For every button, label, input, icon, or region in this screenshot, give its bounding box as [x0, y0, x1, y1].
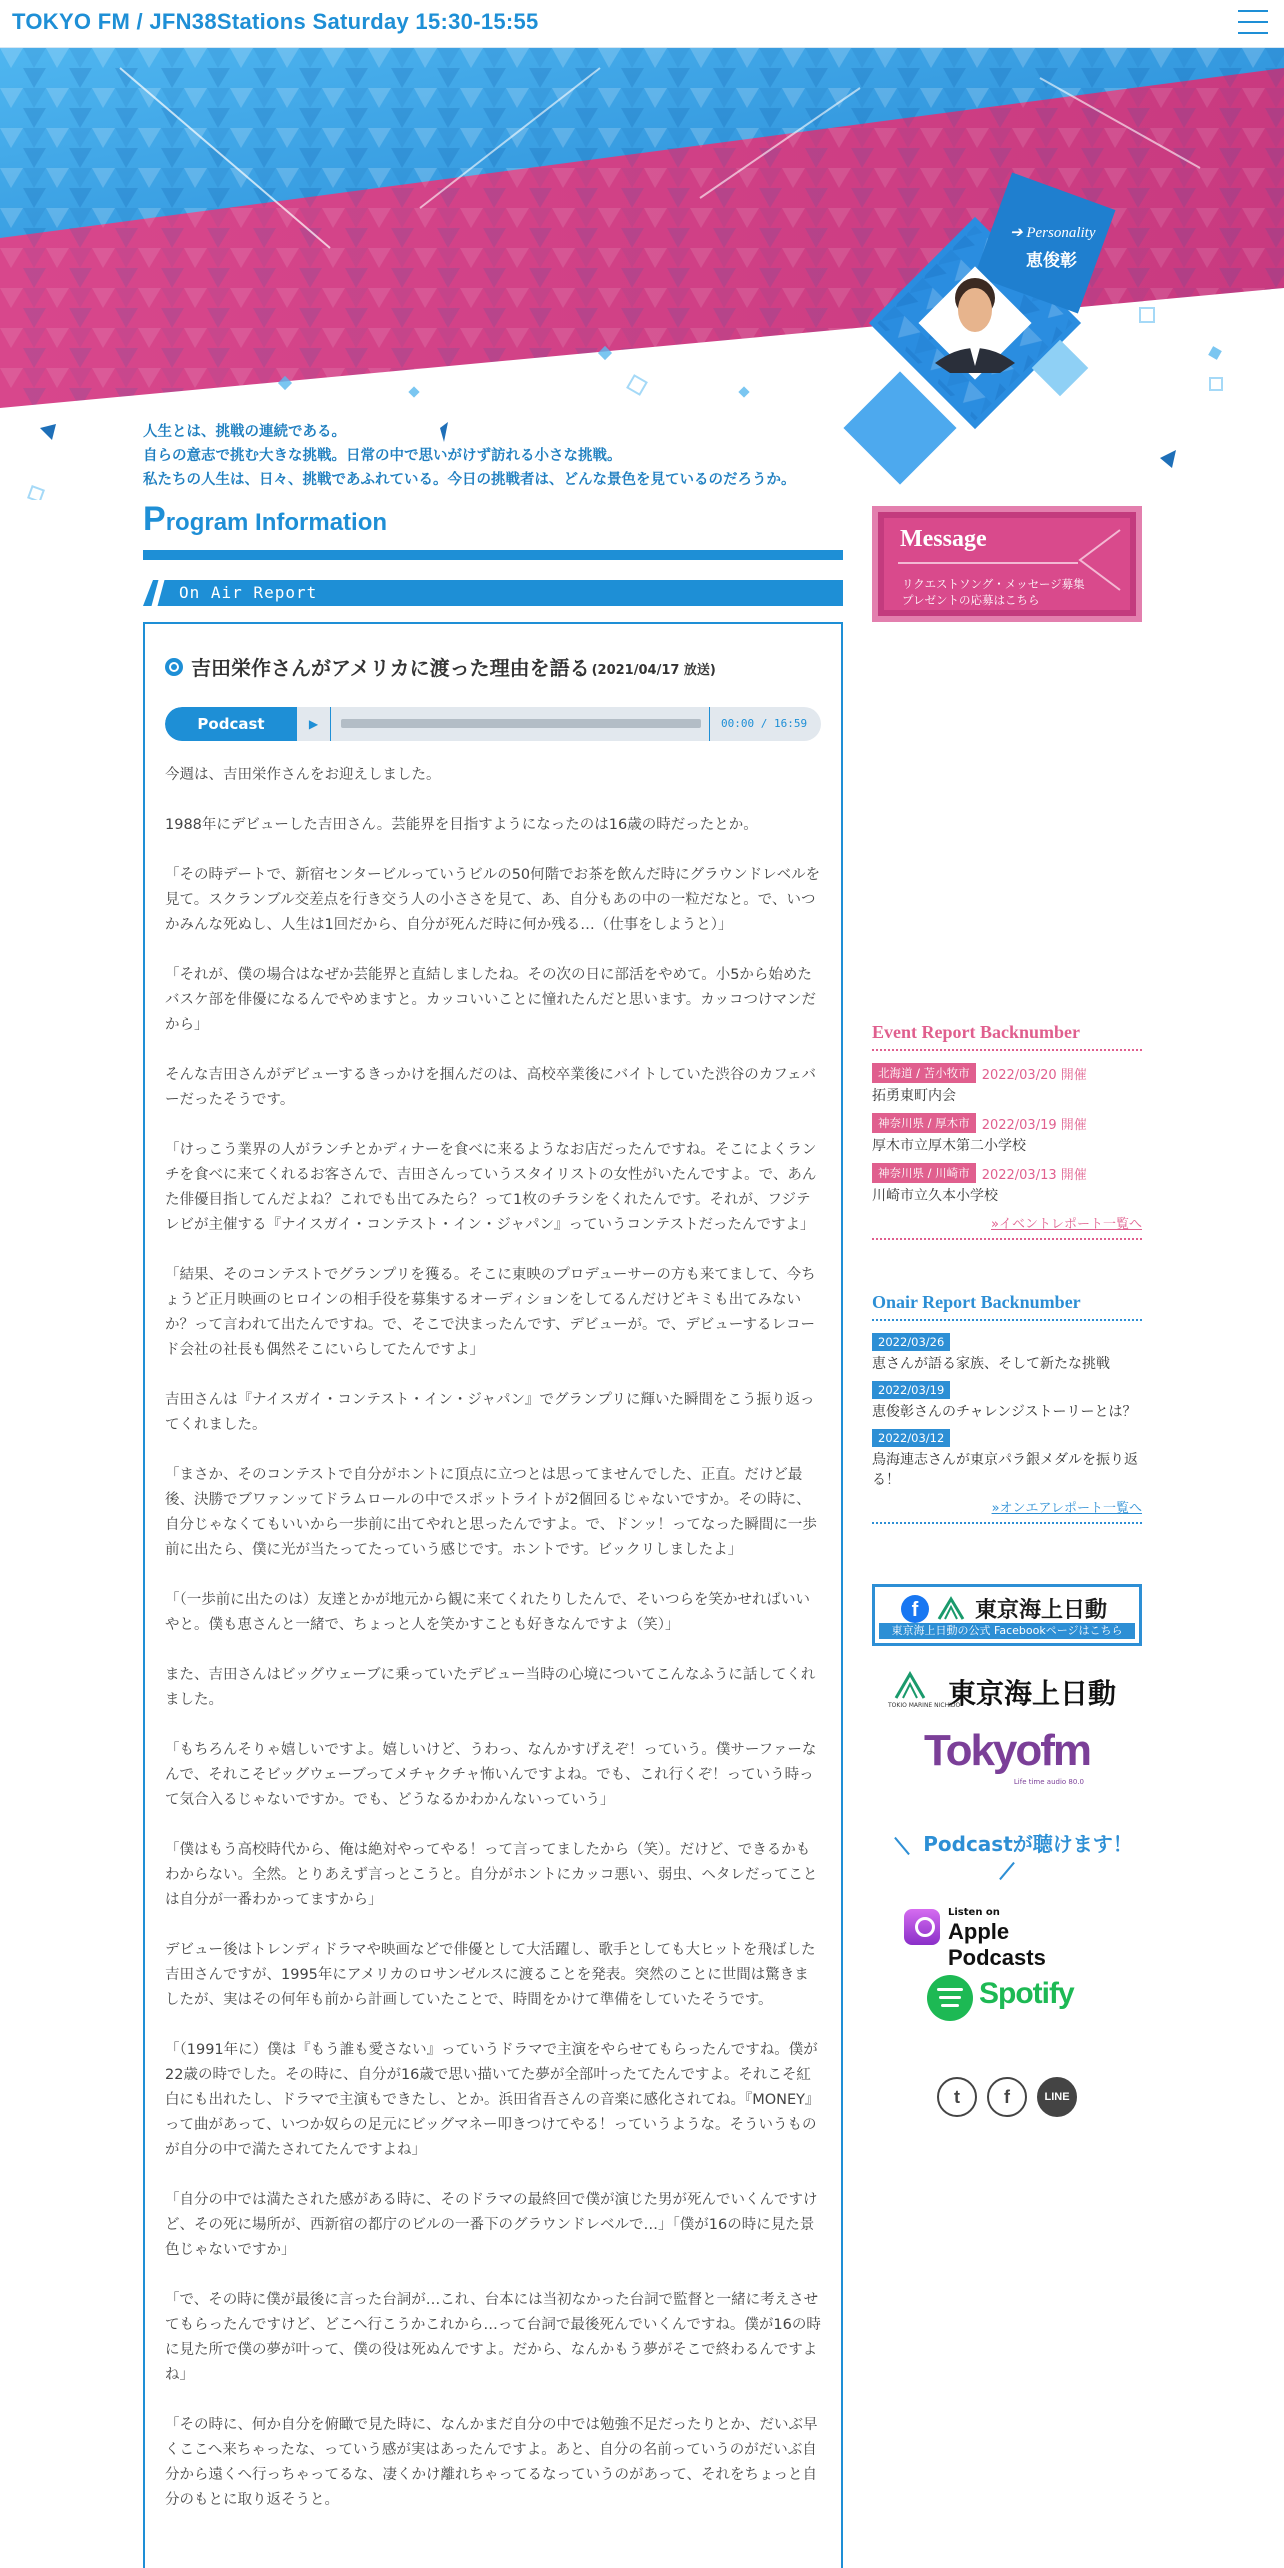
tokio-marine-logo[interactable]: 東京海上日動 TOKIO MARINE NICHIDO [872, 1664, 1142, 1716]
report-body [165, 763, 821, 2513]
onair-report-list [872, 1333, 1142, 1489]
menu-icon[interactable] [1238, 10, 1268, 36]
onair-report-title: Onair Report Backnumber [872, 1292, 1142, 1321]
list-item[interactable]: 2022/03/19 恵俊彰さんのチャレンジストーリーとは？ [872, 1383, 1137, 1420]
program-information-heading: Program Information [143, 500, 388, 538]
list-item[interactable]: 神奈川県 / 川崎市 2022/03/13 開催 川崎市立久本小学校 [872, 1163, 1142, 1205]
podcast-heading: Podcastが聴けます！ [872, 1828, 1142, 1881]
paragraph: 「それが、僕の場合はなぜか芸能界と直結しましたね。その次の日に部活をやめて。小5から始めたバスケ部を俳優になるんでやめますと。カッコいいことに憧れたんだと思います。カッコつけマンだから」 [165, 967, 817, 1033]
event-report-list [872, 1063, 1142, 1205]
list-item[interactable]: 2022/03/12 鳥海連志さんが東京パラ銀メダルを振り返る！ [872, 1431, 1138, 1488]
divider [143, 550, 843, 560]
bullet-icon [165, 658, 183, 676]
spotify-button[interactable]: Spotify [927, 1973, 1087, 2023]
paragraph: 「僕はもう高校時代から、俺は絶対やってやる！って言ってましたから（笑）。だけど、できるかもわからない。全然。とりあえず言っとこうと。自分がホントにカッコ悪い、弱虫、ヘタレだってことは自分が一番わかってますから」 [165, 1842, 818, 1908]
player-time: 00:00 / 16:59 [721, 717, 808, 730]
personality-label: ➔ Personality [1010, 225, 1096, 241]
facebook-icon[interactable]: f [987, 2077, 1027, 2117]
tagline: 人生とは、挑戦の連続である。 自らの意志で挑む大きな挑戦。日常の中で思いがけず訪れる小さな挑戦。 私たちの人生は、日々、挑戦であふれている。今日の挑戦者は、どんな景色を見ているのだろうか。 [143, 424, 796, 488]
paragraph: 「もちろんそりゃ嬉しいですよ。嬉しいけど、うわっ、なんかすげえぞ！っていう。僕サーファーなんで、それこそビッグウェーブってメチャクチャ怖いんですよね。でも、これ行くぞ！っていう時って気合入るじゃないですか。でも、どうなるかわかんないっていう」 [165, 1742, 817, 1808]
line-icon[interactable]: LINE [1037, 2077, 1077, 2117]
list-item[interactable]: 北海道 / 苫小牧市 2022/03/20 開催 拓勇東町内会 [872, 1063, 1142, 1105]
paragraph: 「（1991年に）僕は『もう誰も愛さない』っていうドラマで主演をやらせてもらったんですね。僕が22歳の時でした。その時に、自分が16歳で思い描いてた夢が全部叶ったてたんですよ。それこそ紅白にも出れたし、ドラマで主演もできたし、とか。浜田省吾さんの音楽に感化されてね。『MONEY』って曲があって、いつか奴らの足元にビッグマネー叩きつけてやる！っていうような。そういうものが自分の中で満たされてたんですよね」 [165, 2042, 820, 2158]
play-button[interactable]: ▶ [297, 707, 331, 741]
seek-bar[interactable] [341, 719, 701, 728]
social-links [872, 2077, 1142, 2117]
paragraph: 「けっこう業界の人がランチとかディナーを食べに来るようなお店だったんですね。そこによくランチを食べに来てくれるお客さんで、吉田さんっていうスタイリストの女性がいたんですよ。で、あんた俳優目指してんだよね？これでも出てみたら？って1枚のチラシをくれたんです。それが、フジテレビが主催する『ナイスガイ・コンテスト・イン・ジャパン』っていうコンテストだったんですよ」 [165, 1142, 817, 1233]
tokio-marine-mark-icon [894, 1670, 926, 1700]
main-content [143, 500, 843, 2568]
tokyo-fm-logo[interactable]: Tokyofm Life time audio 80.0 [923, 1726, 1091, 1786]
report-box [143, 622, 843, 2568]
paragraph: 「で、その時に僕が最後に言った台詞が…これ、台本には当初なかった台詞で監督と一緒に考えさせてもらったんですけど、どこへ行こうかこれから…って台詞で最後死んでいくんですね。僕が16の時に見た所で僕の夢が叶って、僕の役は死ぬんですよ。だから、なんかもう夢がそこで終わるんですよね」 [165, 2292, 821, 2383]
paragraph: 吉田さんは『ナイスガイ・コンテスト・イン・ジャパン』でグランプリに輝いた瞬間をこう振り返ってくれました。 [165, 1392, 815, 1433]
date-tag: 2022/03/26 [872, 1333, 950, 1351]
date-tag: 2022/03/12 [872, 1429, 950, 1447]
twitter-icon[interactable]: t [937, 2077, 977, 2117]
paragraph: 「自分の中では満たされた感がある時に、そのドラマの最終回で僕が演じた男が死んでいくんですけど、その死に場所が、西新宿の都庁のビルの一番下のグラウンドレベルで…」「僕が16の時に見た景色じゃないですか」 [165, 2192, 818, 2258]
paragraph: 「まさか、そのコンテストで自分がホントに頂点に立つとは思ってませんでした、正直。だけど最後、決勝でブワァンッてドラムロールの中でスポットライトが2個回るじゃないですか。その時に、自分じゃなくてもいいから一歩前に出てやれと思ったんですよ。で、ドンッ！ってなった瞬間に一歩前に出たら、僕に光が当たってたっていう感じです。ホントです。ビックリしましたよ」 [165, 1467, 817, 1558]
on-air-report-heading: On Air Report [143, 580, 843, 606]
spotify-icon [927, 1975, 973, 2021]
region-tag: 北海道 / 苫小牧市 [872, 1063, 976, 1083]
top-bar [0, 0, 1284, 48]
sidebar [872, 506, 1142, 2117]
podcast-player [165, 707, 821, 741]
facebook-banner[interactable]: f 東京海上日動 東京海上日動の公式 Facebookページはこちら [872, 1584, 1142, 1646]
report-title: 吉田栄作さんがアメリカに渡った理由を語る (2021/04/17 放送) [165, 652, 821, 681]
paragraph: 「結果、そのコンテストでグランプリを獲る。そこに東映のプロデューサーの方も来てまして、今ちょうど正月映画のヒロインの相手役を募集するオーディションをしてるんだけどキミも出てみないか？って言われて出たんですね。で、そこで決まったんです、デビューが。で、デビューするレコード会社の社長も偶然そこにいらしてたんですよ」 [165, 1267, 816, 1358]
paragraph: デビュー後はトレンディドラマや映画などで俳優として大活躍し、歌手としても大ヒットを飛ばした吉田さんですが、1995年にアメリカのロサンゼルスに渡ることを発表。突然のことに世間は驚きましたが、実はその何年も前から計画していたことで、時間をかけて準備をしていたそうです。 [165, 1942, 816, 2008]
region-tag: 神奈川県 / 厚木市 [872, 1113, 976, 1133]
onair-report-more-link[interactable]: »オンエアレポート一覧へ [872, 1497, 1142, 1524]
message-banner[interactable]: Message リクエストソング・メッセージ募集 プレゼントの応募はこちら [872, 506, 1142, 622]
site-title[interactable]: TOKYO FM / JFN38Stations Saturday 15:30-15:55 [12, 9, 539, 34]
apple-podcasts-button[interactable]: Listen on Apple Podcasts [902, 1907, 1112, 1951]
chevron-left-icon [1074, 528, 1124, 592]
facebook-icon: f [901, 1595, 929, 1623]
event-report-title: Event Report Backnumber [872, 1022, 1142, 1051]
paragraph: 「その時デートで、新宿センタービルっていうビルの50何階でお茶を飲んだ時にグラウンドレベルを見て。スクランブル交差点を行き交う人の小ささを見て、あ、自分もあの中の一粒だなと。で、いつかみんな死ぬし、人生は1回だから、自分が死んだ時に何か残る…（仕事をしようと）」 [165, 867, 821, 933]
paragraph: そんな吉田さんがデビューするきっかけを掴んだのは、高校卒業後にバイトしていた渋谷のカフェバーだったそうです。 [165, 1067, 817, 1108]
region-tag: 神奈川県 / 川崎市 [872, 1163, 976, 1183]
list-item[interactable]: 神奈川県 / 厚木市 2022/03/19 開催 厚木市立厚木第二小学校 [872, 1113, 1142, 1155]
paragraph: 1988年にデビューした吉田さん。芸能界を目指すようになったのは16歳の時だったとか。 [165, 817, 758, 833]
apple-podcasts-icon [904, 1909, 940, 1945]
paragraph: 今週は、吉田栄作さんをお迎えしました。 [165, 767, 441, 783]
podcast-label: Podcast [165, 707, 297, 741]
list-item[interactable]: 2022/03/26 恵さんが語る家族、そして新たな挑戦 [872, 1335, 1110, 1372]
personality-name: 恵俊彰 [1026, 251, 1077, 271]
paragraph: 「（一歩前に出たのは）友達とかが地元から観に来てくれたりしたんで、そいつらを笑かせればいいやと。僕も恵さんと一緒で、ちょっと人を笑かすことも好きなんですよ（笑）」 [165, 1592, 810, 1633]
event-report-more-link[interactable]: »イベントレポート一覧へ [872, 1213, 1142, 1240]
paragraph: また、吉田さんはビッグウェーブに乗っていたデビュー当時の心境についてこんなふうに話してくれました。 [165, 1667, 816, 1708]
date-tag: 2022/03/19 [872, 1381, 950, 1399]
report-date: (2021/04/17 放送) [591, 663, 716, 678]
tokio-marine-logo-icon [937, 1595, 965, 1621]
paragraph: 「その時に、何か自分を俯瞰で見た時に、なんかまだ自分の中では勉強不足だったりとか、だいぶ早くここへ来ちゃったな、っていう感が実はあったんですよ。あと、自分の名前っていうのがだいぶ自分から遠くへ行っちゃってるな、凄くかけ離れちゃってるなっていうのがあって、それをちょっと自分のもとに取り返そうと。 [165, 2417, 818, 2508]
